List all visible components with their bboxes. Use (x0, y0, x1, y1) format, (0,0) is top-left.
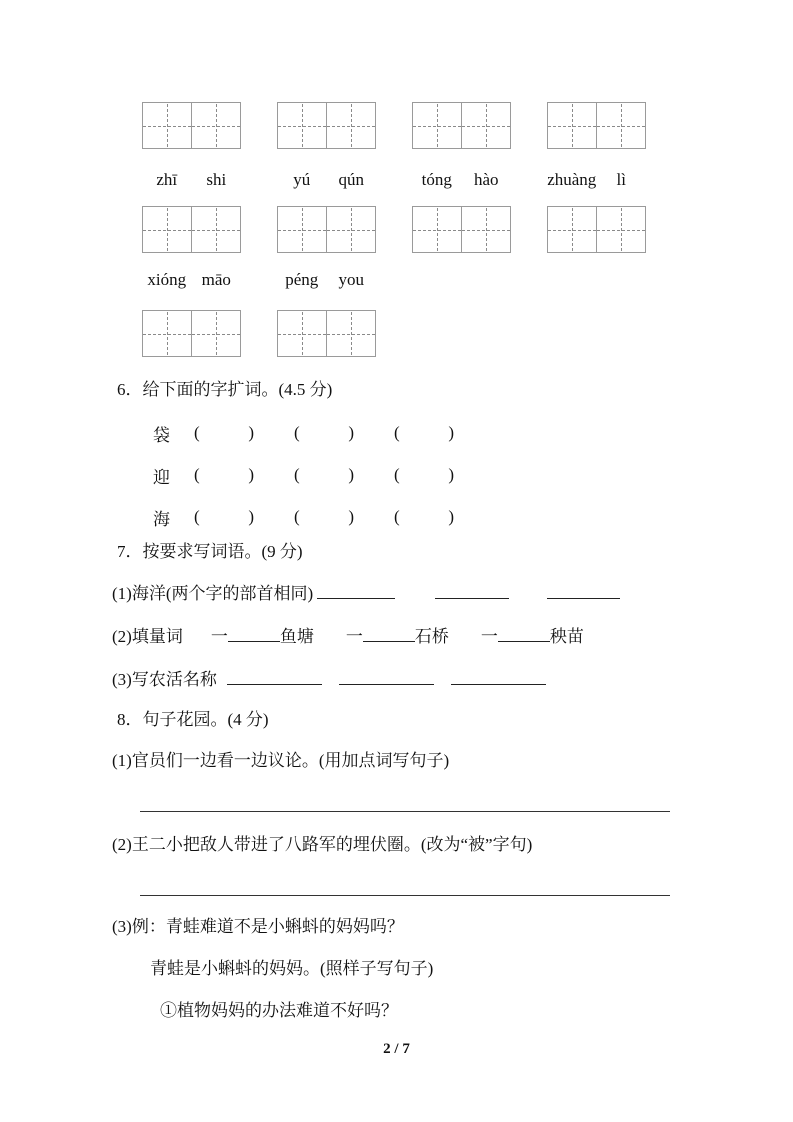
pinyin-row-1 (142, 170, 793, 190)
question-7-item-3 (112, 668, 793, 692)
paren-close: ) (248, 507, 254, 526)
writing-grid (277, 310, 376, 357)
question-8 (0, 708, 793, 1023)
pinyin-label (412, 170, 511, 190)
paren-close: ) (448, 423, 454, 442)
answer-blank-line (451, 671, 546, 685)
answer-blank-line (547, 585, 620, 599)
pinyin-row-2 (142, 270, 793, 290)
answer-blank-line (228, 628, 280, 642)
paren-open: ( (294, 423, 300, 442)
answer-blank-line (363, 628, 415, 642)
numeral: 一 (345, 627, 363, 646)
question-6-title: 6．给下面的字扩词。(4.5 分) (117, 380, 333, 399)
writing-grid (412, 206, 511, 253)
answer-blank-parens (394, 465, 454, 485)
expand-word-row (153, 496, 793, 538)
grid-cell (191, 103, 240, 148)
pinyin-label (142, 270, 241, 290)
answer-blank-parens (394, 507, 454, 527)
noun: 秧苗 (549, 627, 584, 646)
answer-write-line (140, 895, 670, 896)
grid-cell (596, 207, 645, 252)
item-label: (3)写农活名称 (112, 670, 217, 689)
question-7-item-2 (112, 625, 793, 649)
answer-blank-parens (294, 423, 354, 443)
question-7-title: 7．按要求写词语。(9 分) (117, 542, 303, 561)
answer-blank-parens (194, 507, 254, 527)
grid-cell (596, 103, 645, 148)
paren-open: ( (394, 465, 400, 484)
answer-blank-parens (194, 423, 254, 443)
paren-close: ) (348, 423, 354, 442)
target-character: 袋 (153, 425, 170, 445)
question-7-item-1 (112, 582, 793, 606)
pinyin-syllable: qún (338, 170, 364, 189)
writing-grid (547, 206, 646, 253)
page-number: 2 / 7 (383, 1041, 410, 1057)
paren-open: ( (394, 507, 400, 526)
question-8-item-3-sub-1: ①植物妈妈的办法难道不好吗？ (160, 1001, 398, 1020)
grid-cell (413, 207, 461, 252)
answer-blank-parens (294, 507, 354, 527)
grid-cell (143, 103, 191, 148)
answer-blank-line (339, 671, 434, 685)
paren-open: ( (394, 423, 400, 442)
numeral: 一 (480, 627, 498, 646)
measure-word-group (481, 627, 584, 646)
answer-blank-line (227, 671, 322, 685)
pinyin-syllable: tóng (421, 170, 452, 189)
paren-open: ( (194, 465, 200, 484)
grid-cell (461, 103, 510, 148)
question-8-item-2: (2)王二小把敌人带进了八路军的埋伏圈。(改为“被”字句) (112, 835, 533, 854)
grid-cell (548, 207, 596, 252)
grid-cell (143, 207, 191, 252)
item-label: (2)填量词 (112, 627, 183, 646)
question-8-item-3-example-question: (3)例：青蛙难道不是小蝌蚪的妈妈吗？ (112, 917, 404, 936)
grid-cell (278, 207, 326, 252)
writing-grid-row-1 (142, 102, 793, 149)
pinyin-syllable: hào (473, 170, 499, 189)
answer-blank-parens (194, 465, 254, 485)
writing-grid (547, 102, 646, 149)
pinyin-syllable: xióng (147, 270, 187, 289)
paren-open: ( (294, 465, 300, 484)
pinyin-syllable: yú (293, 170, 311, 189)
pinyin-syllable: zhī (156, 170, 178, 189)
pinyin-label (277, 270, 376, 290)
paren-open: ( (194, 423, 200, 442)
target-character: 迎 (153, 467, 170, 487)
grid-cell (326, 207, 375, 252)
pinyin-label (142, 170, 241, 190)
pinyin-syllable: māo (201, 270, 231, 289)
grid-cell (278, 311, 326, 356)
item-label: (1)海洋(两个字的部首相同) (112, 584, 314, 603)
grid-cell (326, 103, 375, 148)
answer-blank-parens (294, 465, 354, 485)
pinyin-syllable: shi (206, 170, 227, 189)
grid-cell (191, 207, 240, 252)
grid-cell (326, 311, 375, 356)
answer-blank-line (498, 628, 550, 642)
paren-close: ) (448, 507, 454, 526)
expand-word-row (153, 412, 793, 454)
target-character: 海 (153, 509, 170, 529)
pinyin-syllable: you (338, 270, 364, 289)
pinyin-writing-section (0, 102, 793, 357)
answer-blank-parens (394, 423, 454, 443)
question-7 (0, 540, 793, 692)
grid-cell (143, 311, 191, 356)
question-8-item-3-example-answer: 青蛙是小蝌蚪的妈妈。(照样子写句子) (150, 959, 434, 978)
measure-word-group (346, 627, 449, 646)
grid-cell (548, 103, 596, 148)
paren-open: ( (194, 507, 200, 526)
pinyin-syllable: péng (285, 270, 319, 289)
writing-grid-row-3 (142, 310, 793, 357)
writing-grid (142, 102, 241, 149)
pinyin-label (547, 170, 646, 190)
paren-close: ) (348, 465, 354, 484)
numeral: 一 (210, 627, 228, 646)
answer-write-line (140, 811, 670, 812)
expand-word-row (153, 454, 793, 496)
question-8-item-1: (1)官员们一边看一边议论。(用加点词写句子) (112, 751, 450, 770)
paren-close: ) (248, 423, 254, 442)
paren-close: ) (448, 465, 454, 484)
grid-cell (191, 311, 240, 356)
grid-cell (278, 103, 326, 148)
writing-grid (142, 310, 241, 357)
writing-grid (142, 206, 241, 253)
measure-word-group (211, 627, 314, 646)
writing-grid (277, 206, 376, 253)
writing-grid (277, 102, 376, 149)
answer-blank-line (317, 585, 395, 599)
noun: 鱼塘 (279, 627, 314, 646)
grid-cell (413, 103, 461, 148)
question-8-title: 8．句子花园。(4 分) (117, 710, 269, 729)
question-6 (0, 378, 793, 538)
answer-blank-line (435, 585, 509, 599)
paren-open: ( (294, 507, 300, 526)
noun: 石桥 (414, 627, 449, 646)
writing-grid-row-2 (142, 206, 793, 253)
pinyin-label (277, 170, 376, 190)
pinyin-syllable: zhuàng (547, 170, 597, 189)
expand-word-rows (153, 412, 793, 538)
paren-close: ) (248, 465, 254, 484)
writing-grid (412, 102, 511, 149)
grid-cell (461, 207, 510, 252)
paren-close: ) (348, 507, 354, 526)
pinyin-syllable: lì (616, 170, 626, 189)
